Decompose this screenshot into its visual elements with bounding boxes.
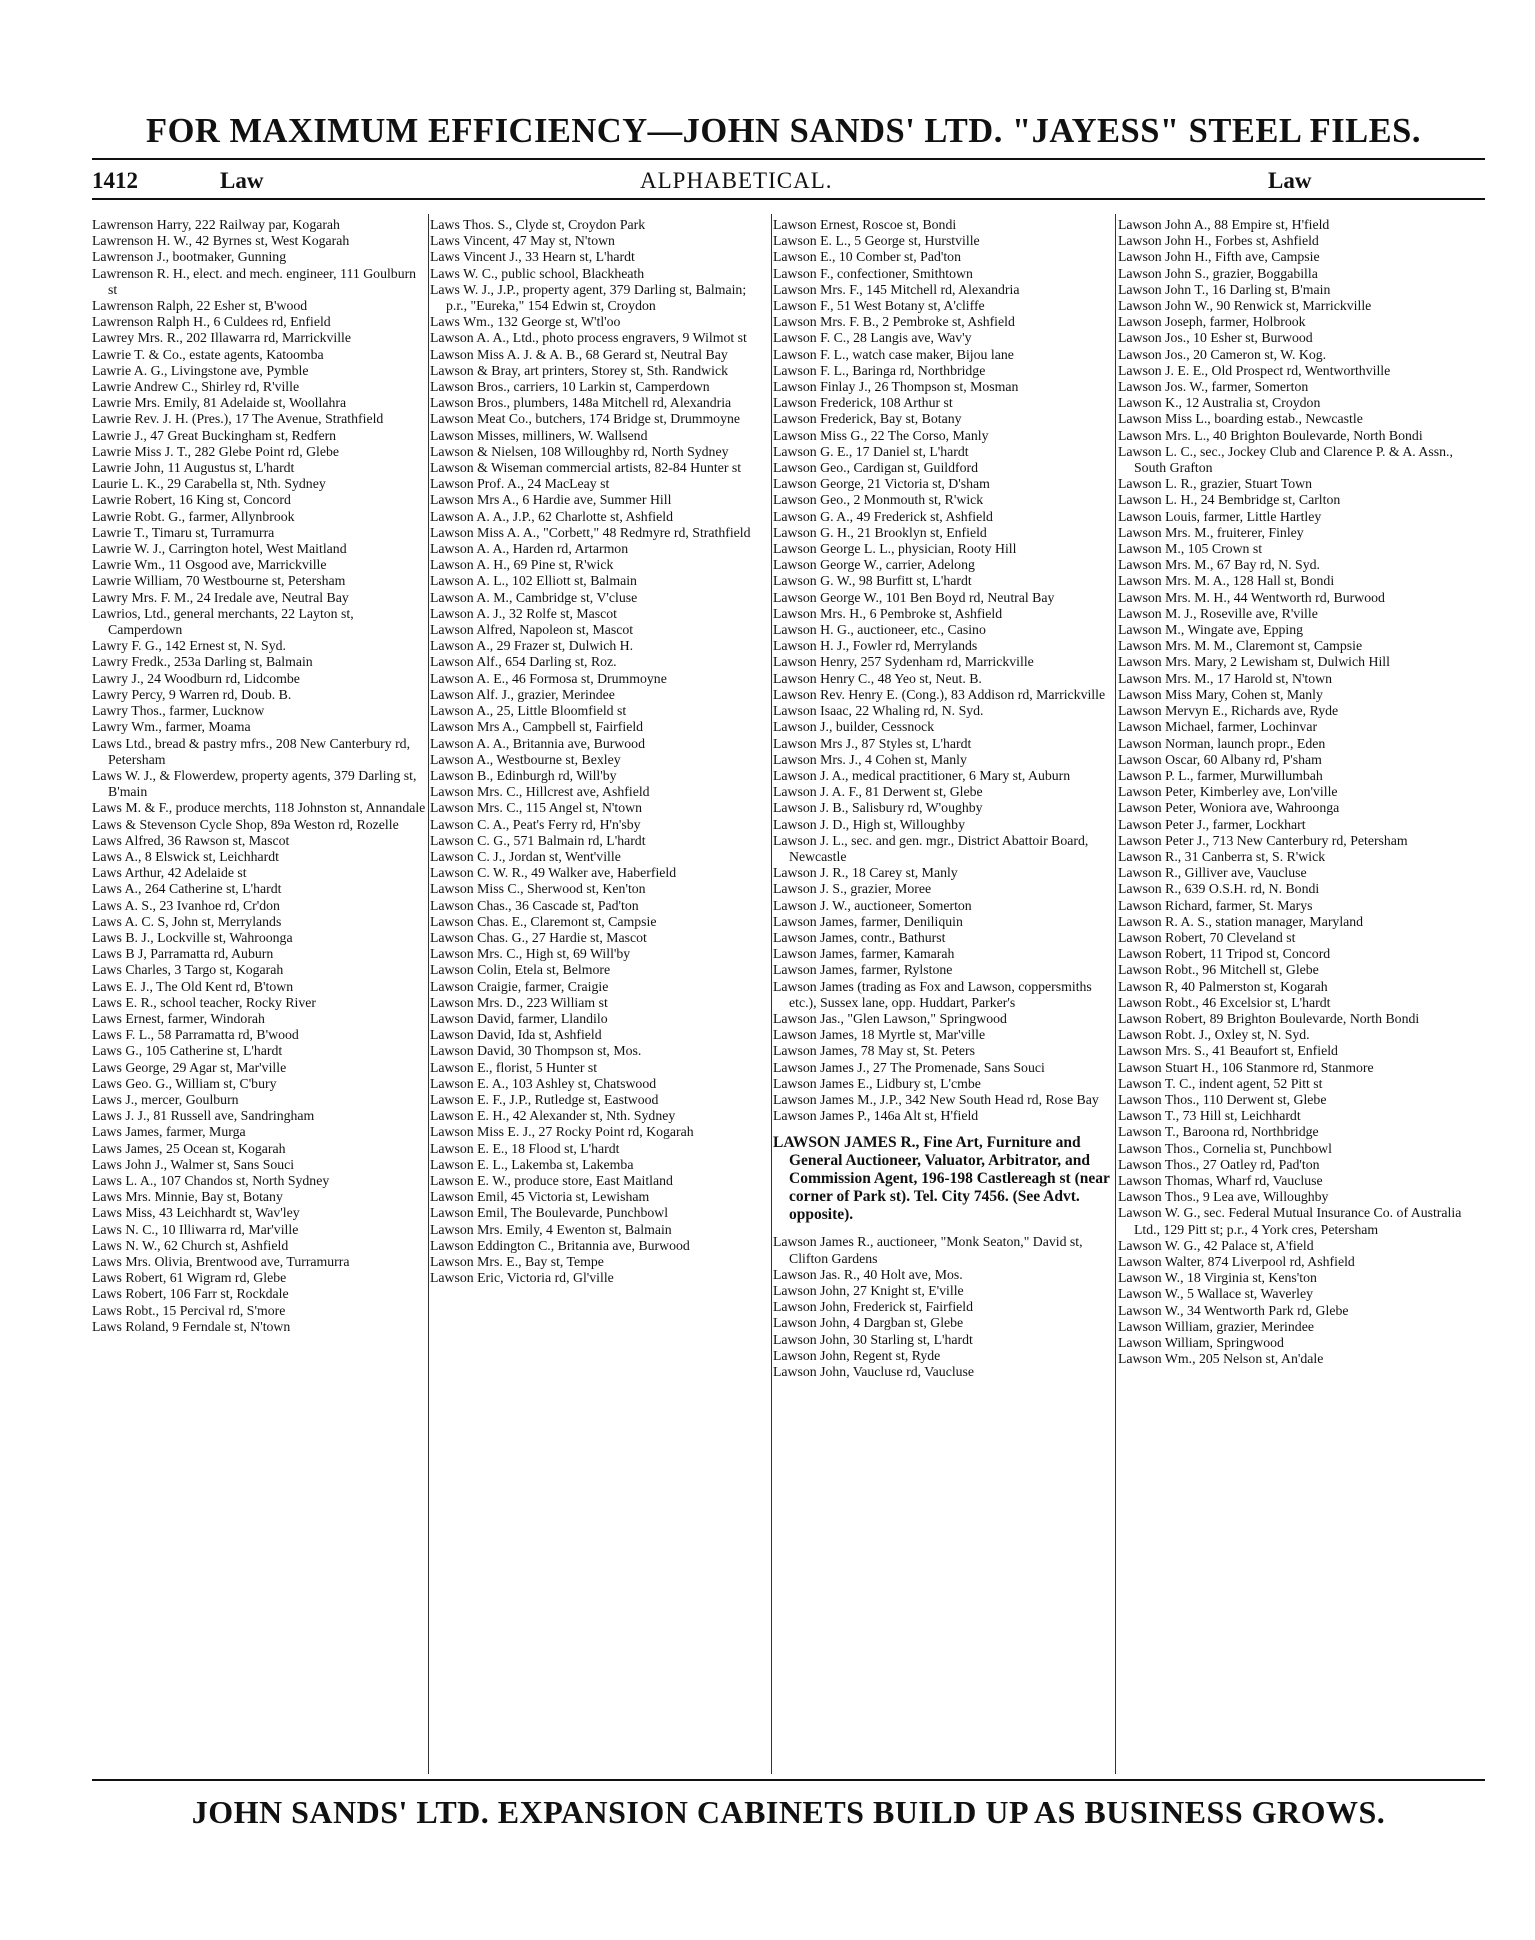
directory-entry: Lawson James, farmer, Kamarah bbox=[773, 946, 955, 962]
directory-entry: Lawson T., Baroona rd, Northbridge bbox=[1118, 1124, 1319, 1140]
directory-entry: Lawson Jos., 20 Cameron st, W. Kog. bbox=[1118, 346, 1327, 362]
directory-entry: Lawson C. G., 571 Balmain rd, L'hardt bbox=[430, 832, 646, 848]
directory-entry: Lawson Emil, The Boulevarde, Punchbowl bbox=[430, 1205, 669, 1221]
directory-entry: Lawson F., 51 West Botany st, A'cliffe bbox=[773, 298, 985, 314]
directory-entry: Lawson J. S., grazier, Moree bbox=[773, 881, 932, 897]
directory-entry: Laws W. J., J.P., property agent, 379 Darling st, Balmain; p.r., "Eureka," 154 Edwin st, Croydon bbox=[430, 281, 747, 314]
directory-entry: Lawson A. A., J.P., 62 Charlotte st, Ashfield bbox=[430, 508, 673, 524]
directory-entry: Lawson & Bray, art printers, Storey st, Sth. Randwick bbox=[430, 362, 728, 378]
directory-entry: Lawson J. E. E., Old Prospect rd, Wentworthville bbox=[1118, 362, 1391, 378]
directory-entry: Lawson Craigie, farmer, Craigie bbox=[430, 978, 609, 994]
directory-entry: Lawrie Wm., 11 Osgood ave, Marrickville bbox=[92, 557, 327, 573]
directory-entry: Lawson Bros., plumbers, 148a Mitchell rd, Alexandria bbox=[430, 395, 732, 411]
directory-entry: Lawson Mrs. C., Hillcrest ave, Ashfield bbox=[430, 784, 650, 800]
directory-entry: Lawson Alf. J., grazier, Merindee bbox=[430, 686, 615, 702]
directory-entry: Laws & Stevenson Cycle Shop, 89a Weston rd, Rozelle bbox=[92, 816, 399, 832]
directory-entry: Lawson Mrs. D., 223 William st bbox=[430, 994, 608, 1010]
directory-entry: Lawson Miss A. A., "Corbett," 48 Redmyre rd, Strathfield bbox=[430, 524, 751, 540]
directory-entry: Laws Wm., 132 George st, W'tl'oo bbox=[430, 314, 621, 330]
directory-entry: Lawson Louis, farmer, Little Hartley bbox=[1118, 508, 1322, 524]
directory-entry: Lawson John, 4 Dargban st, Glebe bbox=[773, 1315, 964, 1331]
directory-entry: Lawson M. J., Roseville ave, R'ville bbox=[1118, 605, 1318, 621]
directory-entry: Lawson John, Vaucluse rd, Vaucluse bbox=[773, 1364, 975, 1379]
directory-entry: Lawson J. R., 18 Carey st, Manly bbox=[773, 865, 958, 881]
directory-entry: Lawson J. W., auctioneer, Somerton bbox=[773, 897, 972, 913]
directory-entry: Lawson Geo., 2 Monmouth st, R'wick bbox=[773, 492, 984, 508]
directory-entry: Lawry Wm., farmer, Moama bbox=[92, 719, 251, 735]
directory-entry: Lawrie W. J., Carrington hotel, West Maitland bbox=[92, 541, 347, 557]
directory-entry: Lawson W. G., 42 Palace st, A'field bbox=[1118, 1237, 1314, 1253]
directory-entry: Lawson Robt., 96 Mitchell st, Glebe bbox=[1118, 962, 1319, 978]
directory-entry: Lawson E. W., produce store, East Maitland bbox=[430, 1172, 673, 1188]
directory-entry: Lawson Henry C., 48 Yeo st, Neut. B. bbox=[773, 670, 982, 686]
directory-entry: Lawson J. D., High st, Willoughby bbox=[773, 816, 965, 832]
directory-entry: Lawson W., 34 Wentworth Park rd, Glebe bbox=[1118, 1302, 1349, 1318]
directory-entry: Lawson Thos., Cornelia st, Punchbowl bbox=[1118, 1140, 1332, 1156]
directory-entry: Lawson Robt. J., Oxley st, N. Syd. bbox=[1118, 1027, 1310, 1043]
directory-entry: Lawson Mrs. F., 145 Mitchell rd, Alexandria bbox=[773, 281, 1020, 297]
directory-entry: Lawson George W., 101 Ben Boyd rd, Neutral Bay bbox=[773, 589, 1055, 605]
directory-entry: Lawson E. F., J.P., Rutledge st, Eastwood bbox=[430, 1091, 659, 1107]
directory-entry: Lawrie Mrs. Emily, 81 Adelaide st, Woollahra bbox=[92, 395, 347, 411]
directory-entry: Lawson Stuart H., 106 Stanmore rd, Stanmore bbox=[1118, 1059, 1374, 1075]
directory-entry: Laws N. W., 62 Church st, Ashfield bbox=[92, 1237, 289, 1253]
directory-entry: Lawrenson H. W., 42 Byrnes st, West Kogarah bbox=[92, 233, 350, 249]
directory-entry: Lawson Mrs. F. B., 2 Pembroke st, Ashfield bbox=[773, 314, 1015, 330]
directory-entry: Lawson Jos., 10 Esher st, Burwood bbox=[1118, 330, 1313, 346]
directory-entry: Lawson Rev. Henry E. (Cong.), 83 Addison rd, Marrickville bbox=[773, 686, 1106, 702]
directory-entry: Lawson Mrs. M. A., 128 Hall st, Bondi bbox=[1118, 573, 1335, 589]
directory-entry: Lawson F. L., Baringa rd, Northbridge bbox=[773, 362, 986, 378]
directory-entry: Lawson J. A., medical practitioner, 6 Mary st, Auburn bbox=[773, 767, 1071, 783]
directory-entry: Lawson Mrs. E., Bay st, Tempe bbox=[430, 1254, 604, 1269]
directory-entry: Lawrenson J., bootmaker, Gunning bbox=[92, 249, 287, 265]
directory-entry: Lawson Alfred, Napoleon st, Mascot bbox=[430, 622, 634, 638]
directory-entry: Laws Arthur, 42 Adelaide st bbox=[92, 865, 247, 881]
directory-entry: Laws Roland, 9 Ferndale st, N'town bbox=[92, 1318, 291, 1334]
directory-entry: Lawson A. H., 69 Pine st, R'wick bbox=[430, 557, 614, 573]
directory-entry: Lawson Geo., Cardigan st, Guildford bbox=[773, 460, 978, 476]
directory-entry: Laws W. J., & Flowerdew, property agents, 379 Darling st, B'main bbox=[92, 767, 417, 800]
directory-entry: Lawson F. C., 28 Langis ave, Wav'y bbox=[773, 330, 972, 346]
directory-entry: Lawson H. J., Fowler rd, Merrylands bbox=[773, 638, 978, 654]
directory-entry: Lawson James (trading as Fox and Lawson, coppersmiths etc.), Sussex lane, opp. Huddart, Parker's bbox=[773, 978, 1092, 1010]
guide-word-right: Law bbox=[1268, 168, 1312, 193]
directory-entry: Laws Mrs. Olivia, Brentwood ave, Turramurra bbox=[92, 1254, 350, 1269]
directory-entry: Lawson E. L., Lakemba st, Lakemba bbox=[430, 1156, 634, 1172]
directory-entry: Lawson James E., Lidbury st, L'cmbe bbox=[773, 1075, 981, 1091]
directory-entry: Lawson Mrs. C., 115 Angel st, N'town bbox=[430, 800, 642, 816]
directory-entry: Lawson Mrs A., Campbell st, Fairfield bbox=[430, 719, 644, 735]
directory-entry: Lawson W., 18 Virginia st, Kens'ton bbox=[1118, 1270, 1317, 1286]
directory-entry: Lawson A., 29 Frazer st, Dulwich H. bbox=[430, 638, 634, 654]
directory-entry: Lawson Miss E. J., 27 Rocky Point rd, Kogarah bbox=[430, 1124, 694, 1140]
directory-entry: Lawson George L. L., physician, Rooty Hill bbox=[773, 541, 1017, 557]
directory-entry: Lawson William, Springwood bbox=[1118, 1335, 1284, 1351]
directory-entry: Laws L. A., 107 Chandos st, North Sydney bbox=[92, 1172, 330, 1188]
directory-entry: Lawson Mrs. C., High st, 69 Will'by bbox=[430, 946, 631, 962]
directory-entry: Lawrenson R. H., elect. and mech. engineer, 111 Goulburn st bbox=[92, 265, 417, 297]
directory-entry: Laws Vincent J., 33 Hearn st, L'hardt bbox=[430, 249, 635, 265]
directory-entry: Lawson E. H., 42 Alexander st, Nth. Sydney bbox=[430, 1108, 676, 1124]
directory-entry: Lawson Mrs. H., 6 Pembroke st, Ashfield bbox=[773, 605, 1003, 621]
directory-entry: Lawson C. W. R., 49 Walker ave, Haberfield bbox=[430, 865, 677, 881]
directory-entry: Lawson James M., J.P., 342 New South Head rd, Rose Bay bbox=[773, 1091, 1099, 1107]
directory-entry: Lawson E., 10 Comber st, Pad'ton bbox=[773, 249, 961, 265]
directory-entry: Lawson William, grazier, Merindee bbox=[1118, 1318, 1314, 1334]
directory-entry: Lawson Mrs. Mary, 2 Lewisham st, Dulwich Hill bbox=[1118, 654, 1390, 670]
directory-entry: Lawson Mrs. Emily, 4 Ewenton st, Balmain bbox=[430, 1221, 672, 1237]
directory-entry: Lawson James P., 146a Alt st, H'field bbox=[773, 1108, 979, 1124]
directory-entry: Laws Miss, 43 Leichhardt st, Wav'ley bbox=[92, 1205, 300, 1221]
directory-entry: Laws Thos. S., Clyde st, Croydon Park bbox=[430, 217, 646, 232]
directory-entry: Lawson Miss A. J. & A. B., 68 Gerard st, Neutral Bay bbox=[430, 346, 728, 362]
directory-entry: Lawson Henry, 257 Sydenham rd, Marrickville bbox=[773, 654, 1034, 670]
advert-banner-bottom: JOHN SANDS' LTD. EXPANSION CABINETS BUILD UP AS BUSINESS GROWS. bbox=[191, 1794, 1386, 1830]
directory-entry: Laws Ernest, farmer, Windorah bbox=[92, 1010, 265, 1026]
directory-entry: Lawson Miss Mary, Cohen st, Manly bbox=[1118, 686, 1323, 702]
directory-entry: Lawson Mervyn E., Richards ave, Ryde bbox=[1118, 703, 1339, 719]
directory-entry: Lawson J. A. F., 81 Derwent st, Glebe bbox=[773, 784, 983, 800]
rule-top bbox=[92, 158, 1485, 160]
directory-entry: Lawson Emil, 45 Victoria st, Lewisham bbox=[430, 1189, 650, 1205]
directory-entry: Lawson G. W., 98 Burfitt st, L'hardt bbox=[773, 573, 972, 589]
directory-entry: Lawson Thos., 27 Oatley rd, Pad'ton bbox=[1118, 1156, 1320, 1172]
directory-entry: Lawrie T. & Co., estate agents, Katoomba bbox=[92, 346, 324, 362]
directory-entry: Lawson Misses, milliners, W. Wallsend bbox=[430, 427, 648, 443]
directory-entry: Lawson C. J., Jordan st, Went'ville bbox=[430, 848, 621, 864]
directory-entry: Lawson Oscar, 60 Albany rd, P'sham bbox=[1118, 751, 1322, 767]
directory-entry: Lawson P. L., farmer, Murwillumbah bbox=[1118, 767, 1323, 783]
directory-entry: Lawson James, farmer, Rylstone bbox=[773, 962, 953, 978]
directory-entry: Lawson David, farmer, Llandilo bbox=[430, 1010, 608, 1026]
directory-entry: Lawson Jos. W., farmer, Somerton bbox=[1118, 379, 1309, 395]
directory-entry: Lawson John A., 88 Empire st, H'field bbox=[1118, 217, 1330, 232]
directory-entry: Laws M. & F., produce merchts, 118 Johnston st, Annandale bbox=[92, 800, 426, 816]
directory-entry: Lawson A. J., 32 Rolfe st, Mascot bbox=[430, 605, 618, 621]
directory-entry: Lawson E. L., 5 George st, Hurstville bbox=[773, 233, 980, 249]
directory-entry: Lawson Mrs. L., 40 Brighton Boulevarde, North Bondi bbox=[1118, 427, 1423, 443]
directory-entry: Lawson Miss G., 22 The Corso, Manly bbox=[773, 427, 989, 443]
directory-entry: Lawson John H., Forbes st, Ashfield bbox=[1118, 233, 1319, 249]
directory-entry: Laws John J., Walmer st, Sans Souci bbox=[92, 1156, 295, 1172]
directory-entry: Laws E. R., school teacher, Rocky River bbox=[92, 994, 316, 1010]
directory-entry: Laws A. C. S, John st, Merrylands bbox=[92, 913, 282, 929]
directory-entry: Lawry Mrs. F. M., 24 Iredale ave, Neutral Bay bbox=[92, 589, 349, 605]
directory-entry: Lawrie T., Timaru st, Turramurra bbox=[92, 524, 275, 540]
directory-entry: Lawson James, farmer, Deniliquin bbox=[773, 913, 963, 929]
directory-entry: Lawson Mrs. M., fruiterer, Finley bbox=[1118, 524, 1304, 540]
directory-entry: Lawson F. L., watch case maker, Bijou lane bbox=[773, 346, 1014, 362]
directory-entry: Lawson M., 105 Crown st bbox=[1118, 541, 1263, 557]
directory-entry: Lawson & Nielsen, 108 Willoughby rd, North Sydney bbox=[430, 443, 729, 459]
directory-entry: Lawrie Robert, 16 King st, Concord bbox=[92, 492, 291, 508]
directory-entry: Laws Alfred, 36 Rawson st, Mascot bbox=[92, 832, 290, 848]
directory-entry: Lawson Peter, Kimberley ave, Lon'ville bbox=[1118, 784, 1338, 800]
directory-entry: Lawson Robert, 11 Tripod st, Concord bbox=[1118, 946, 1331, 962]
directory-entry: Lawson Mrs. S., 41 Beaufort st, Enfield bbox=[1118, 1043, 1338, 1059]
directory-entry: Lawson John W., 90 Renwick st, Marrickville bbox=[1118, 298, 1372, 314]
directory-entry: Lawson John, Regent st, Ryde bbox=[773, 1347, 941, 1363]
column-divider bbox=[428, 214, 429, 1774]
directory-entry: Lawson W., 5 Wallace st, Waverley bbox=[1118, 1286, 1313, 1302]
page-number: 1412 bbox=[92, 168, 138, 193]
section-title: ALPHABETICAL. bbox=[640, 168, 833, 193]
directory-entry: Lawson Richard, farmer, St. Marys bbox=[1118, 897, 1313, 913]
directory-entry: Lawrey Mrs. R., 202 Illawarra rd, Marrickville bbox=[92, 330, 351, 346]
directory-entry: Lawson Peter, Woniora ave, Wahroonga bbox=[1118, 800, 1340, 816]
directory-entry: Lawson Robt., 46 Excelsior st, L'hardt bbox=[1118, 994, 1331, 1010]
directory-entry: Lawson R., Gilliver ave, Vaucluse bbox=[1118, 865, 1307, 881]
directory-entry: Lawson G. E., 17 Daniel st, L'hardt bbox=[773, 443, 969, 459]
directory-entry: Laws E. J., The Old Kent rd, B'town bbox=[92, 978, 294, 994]
directory-entry: Lawson W. G., sec. Federal Mutual Insurance Co. of Australia Ltd., 129 Pitt st; p.r., 4 York cres, Petersham bbox=[1118, 1205, 1462, 1237]
directory-entry: Lawry F. G., 142 Ernest st, N. Syd. bbox=[92, 638, 286, 654]
directory-entry: Lawson Eddington C., Britannia ave, Burwood bbox=[430, 1237, 690, 1253]
directory-entry: Lawson Meat Co., butchers, 174 Bridge st, Drummoyne bbox=[430, 411, 740, 427]
directory-entry: Lawson Ernest, Roscoe st, Bondi bbox=[773, 217, 957, 232]
directory-entry: Laws Charles, 3 Targo st, Kogarah bbox=[92, 962, 284, 978]
directory-entry: Lawson Peter J., 713 New Canterbury rd, Petersham bbox=[1118, 832, 1408, 848]
directory-entry: Lawson John T., 16 Darling st, B'main bbox=[1118, 281, 1331, 297]
directory-entry: Laws Ltd., bread & pastry mfrs., 208 New Canterbury rd, Petersham bbox=[92, 735, 411, 767]
directory-entry: Lawson Alf., 654 Darling st, Roz. bbox=[430, 654, 617, 670]
directory-entry: Laws B J, Parramatta rd, Auburn bbox=[92, 946, 274, 962]
directory-entry: Lawson A. A., Ltd., photo process engravers, 9 Wilmot st bbox=[430, 330, 747, 346]
directory-entry: Lawson E. E., 18 Flood st, L'hardt bbox=[430, 1140, 620, 1156]
directory-entry: Lawson A., 25, Little Bloomfield st bbox=[430, 703, 627, 719]
directory-entry: Laws Robt., 15 Percival rd, S'more bbox=[92, 1302, 286, 1318]
directory-entry: Lawson Chas. E., Claremont st, Campsie bbox=[430, 913, 657, 929]
directory-entry: Lawson G. H., 21 Brooklyn st, Enfield bbox=[773, 524, 987, 540]
directory-entry: Lawson David, Ida st, Ashfield bbox=[430, 1027, 602, 1043]
directory-entry: Lawson Thos., 110 Derwent st, Glebe bbox=[1118, 1091, 1327, 1107]
directory-entry: Laws Vincent, 47 May st, N'town bbox=[430, 233, 615, 249]
directory-entry: Lawson Miss C., Sherwood st, Ken'ton bbox=[430, 881, 646, 897]
directory-entry: Laws A., 8 Elswick st, Leichhardt bbox=[92, 848, 279, 864]
directory-entry: Lawson Robert, 89 Brighton Boulevarde, North Bondi bbox=[1118, 1010, 1420, 1026]
directory-entry: Lawson T., 73 Hill st, Leichhardt bbox=[1118, 1108, 1301, 1124]
directory-entry: Lawson Chas., 36 Cascade st, Pad'ton bbox=[430, 897, 639, 913]
directory-column-3 bbox=[773, 217, 1113, 1773]
directory-entry: Lawson L. C., sec., Jockey Club and Clarence P. & A. Assn., South Grafton bbox=[1118, 443, 1453, 476]
directory-entry: Lawrenson Ralph, 22 Esher st, B'wood bbox=[92, 298, 308, 314]
directory-entry: Lawson Mrs J., 87 Styles st, L'hardt bbox=[773, 735, 972, 751]
directory-entry: Laws Mrs. Minnie, Bay st, Botany bbox=[92, 1189, 283, 1205]
directory-entry: Lawson James J., 27 The Promenade, Sans Souci bbox=[773, 1059, 1045, 1075]
directory-entry: Lawson & Wiseman commercial artists, 82-84 Hunter st bbox=[430, 460, 742, 476]
directory-entry: Lawson Walter, 874 Liverpool rd, Ashfield bbox=[1118, 1254, 1355, 1269]
directory-entry: Lawson Wm., 205 Nelson st, An'dale bbox=[1118, 1351, 1324, 1367]
column-divider bbox=[771, 214, 772, 1774]
directory-entry: Lawson James, 18 Myrtle st, Mar'ville bbox=[773, 1027, 986, 1043]
directory-entry: Lawson Prof. A., 24 MacLeay st bbox=[430, 476, 610, 492]
directory-entry: Laws Robert, 61 Wigram rd, Glebe bbox=[92, 1270, 287, 1286]
directory-entry: Lawson Mrs. M. H., 44 Wentworth rd, Burwood bbox=[1118, 589, 1385, 605]
directory-entry: Lawson John S., grazier, Boggabilla bbox=[1118, 265, 1318, 281]
directory-entry: Lawson J. B., Salisbury rd, W'oughby bbox=[773, 800, 983, 816]
directory-entry: Lawson George W., carrier, Adelong bbox=[773, 557, 975, 573]
directory-entry: Lawson Jas. R., 40 Holt ave, Mos. bbox=[773, 1266, 963, 1282]
directory-entry: Lawson A. L., 102 Elliott st, Balmain bbox=[430, 573, 637, 589]
directory-entry: Lawrie William, 70 Westbourne st, Petersham bbox=[92, 573, 346, 589]
directory-entry: Laws A. S., 23 Ivanhoe rd, Cr'don bbox=[92, 897, 280, 913]
directory-entry: Lawson James, contr., Bathurst bbox=[773, 929, 946, 945]
directory-entry: Lawson John H., Fifth ave, Campsie bbox=[1118, 249, 1320, 265]
directory-entry: Lawrenson Harry, 222 Railway par, Kogarah bbox=[92, 217, 340, 232]
directory-entry: Lawrenson Ralph H., 6 Culdees rd, Enfield bbox=[92, 314, 331, 330]
page-header bbox=[92, 168, 1485, 196]
directory-entry: Laws James, 25 Ocean st, Kogarah bbox=[92, 1140, 286, 1156]
directory-column-4 bbox=[1118, 217, 1485, 1773]
directory-entry: Lawson Norman, launch propr., Eden bbox=[1118, 735, 1326, 751]
rule-header bbox=[92, 198, 1485, 200]
directory-entry: Lawson R. A. S., station manager, Maryland bbox=[1118, 913, 1364, 929]
directory-entry: Lawson G. A., 49 Frederick st, Ashfield bbox=[773, 508, 993, 524]
directory-entry: Laws George, 29 Agar st, Mar'ville bbox=[92, 1059, 287, 1075]
directory-entry: Lawry Thos., farmer, Lucknow bbox=[92, 703, 265, 719]
directory-entry: Lawson George, 21 Victoria st, D'sham bbox=[773, 476, 990, 492]
directory-entry: Lawson Mrs. M., 67 Bay rd, N. Syd. bbox=[1118, 557, 1320, 573]
directory-entry: Lawson Mrs. J., 4 Cohen st, Manly bbox=[773, 751, 967, 767]
directory-entry: Lawrie A. G., Livingstone ave, Pymble bbox=[92, 362, 309, 378]
directory-entry: Lawson Jas., "Glen Lawson," Springwood bbox=[773, 1010, 1007, 1026]
directory-entry: Lawson J. L., sec. and gen. mgr., District Abattoir Board, Newcastle bbox=[773, 832, 1089, 864]
directory-entry: Lawson Robert, 70 Cleveland st bbox=[1118, 929, 1296, 945]
directory-entry: Lawson David, 30 Thompson st, Mos. bbox=[430, 1043, 642, 1059]
directory-entry: Laws Robert, 106 Farr st, Rockdale bbox=[92, 1286, 289, 1302]
directory-column-2 bbox=[430, 217, 770, 1773]
advert-banner-top: FOR MAXIMUM EFFICIENCY—JOHN SANDS' LTD. "JAYESS" STEEL FILES. bbox=[146, 112, 1421, 150]
directory-entry: Laws J. J., 81 Russell ave, Sandringham bbox=[92, 1108, 315, 1124]
directory-entry: Laws W. C., public school, Blackheath bbox=[430, 265, 645, 281]
directory-entry: Lawson James R., auctioneer, "Monk Seaton," David st, Clifton Gardens bbox=[773, 1234, 1083, 1266]
directory-entry: Lawson F., confectioner, Smithtown bbox=[773, 265, 973, 281]
directory-entry: Lawson Michael, farmer, Lochinvar bbox=[1118, 719, 1318, 735]
directory-entry: Lawson A., Westbourne st, Bexley bbox=[430, 751, 621, 767]
directory-entry: Lawson John, 30 Starling st, L'hardt bbox=[773, 1331, 973, 1347]
directory-entry: Lawson Frederick, Bay st, Botany bbox=[773, 411, 962, 427]
directory-entry: Lawson K., 12 Australia st, Croydon bbox=[1118, 395, 1321, 411]
directory-entry: Lawson E., florist, 5 Hunter st bbox=[430, 1059, 598, 1075]
directory-entry: Lawson Mrs. M., 17 Harold st, N'town bbox=[1118, 670, 1333, 686]
directory-entry: Lawson Isaac, 22 Whaling rd, N. Syd. bbox=[773, 703, 984, 719]
directory-entry: Lawry J., 24 Woodburn rd, Lidcombe bbox=[92, 670, 300, 686]
directory-entry: Lawson A. E., 46 Formosa st, Drummoyne bbox=[430, 670, 667, 686]
directory-entry: Lawrie Robt. G., farmer, Allynbrook bbox=[92, 508, 295, 524]
directory-entry: Lawson T. C., indent agent, 52 Pitt st bbox=[1118, 1075, 1323, 1091]
directory-entry: Lawson M., Wingate ave, Epping bbox=[1118, 622, 1304, 638]
directory-entry: Lawson R., 639 O.S.H. rd, N. Bondi bbox=[1118, 881, 1320, 897]
directory-entry: Lawson H. G., auctioneer, etc., Casino bbox=[773, 622, 986, 638]
directory-entry: Laws A., 264 Catherine st, L'hardt bbox=[92, 881, 282, 897]
directory-entry: Lawson Chas. G., 27 Hardie st, Mascot bbox=[430, 929, 647, 945]
directory-entry: Laurie L. K., 29 Carabella st, Nth. Sydney bbox=[92, 476, 326, 492]
directory-entry: Lawson A. A., Britannia ave, Burwood bbox=[430, 735, 645, 751]
directory-entry: Lawrie Andrew C., Shirley rd, R'ville bbox=[92, 379, 300, 395]
directory-entry: Lawrie J., 47 Great Buckingham st, Redfern bbox=[92, 427, 337, 443]
directory-entry: Lawson J., builder, Cessnock bbox=[773, 719, 935, 735]
directory-entry: Lawrios, Ltd., general merchants, 22 Layton st, Camperdown bbox=[92, 605, 354, 638]
directory-entry: Lawson A. A., Harden rd, Artarmon bbox=[430, 541, 629, 557]
directory-entry: Laws Geo. G., William st, C'bury bbox=[92, 1075, 277, 1091]
directory-entry: Lawson James, 78 May st, St. Peters bbox=[773, 1043, 975, 1059]
directory-entry: Lawson C. A., Peat's Ferry rd, H'n'sby bbox=[430, 816, 641, 832]
directory-entry: Lawson Joseph, farmer, Holbrook bbox=[1118, 314, 1306, 330]
directory-entry: Laws N. C., 10 Illiwarra rd, Mar'ville bbox=[92, 1221, 299, 1237]
directory-entry: Laws James, farmer, Murga bbox=[92, 1124, 246, 1140]
directory-entry: Lawson B., Edinburgh rd, Will'by bbox=[430, 767, 617, 783]
directory-entry: Lawson Finlay J., 26 Thompson st, Mosman bbox=[773, 379, 1019, 395]
directory-entry: Lawson Eric, Victoria rd, Gl'ville bbox=[430, 1270, 614, 1286]
column-divider bbox=[1115, 214, 1116, 1774]
directory-entry: Lawson Bros., carriers, 10 Larkin st, Camperdown bbox=[430, 379, 710, 395]
directory-entry: Lawrie John, 11 Augustus st, L'hardt bbox=[92, 460, 295, 476]
directory-entry: Lawson R, 40 Palmerston st, Kogarah bbox=[1118, 978, 1328, 994]
directory-entry: Laws B. J., Lockville st, Wahroonga bbox=[92, 929, 293, 945]
directory-entry: Laws J., mercer, Goulburn bbox=[92, 1091, 239, 1107]
directory-entry: Lawson Mrs A., 6 Hardie ave, Summer Hill bbox=[430, 492, 672, 508]
directory-entry: Lawson John, 27 Knight st, E'ville bbox=[773, 1282, 964, 1298]
directory-entry: Lawry Percy, 9 Warren rd, Doub. B. bbox=[92, 686, 292, 702]
directory-entry: Laws G., 105 Catherine st, L'hardt bbox=[92, 1043, 283, 1059]
directory-entry: Lawry Fredk., 253a Darling st, Balmain bbox=[92, 654, 313, 670]
rule-bottom bbox=[92, 1779, 1485, 1781]
directory-column-1 bbox=[92, 217, 427, 1773]
directory-entry: Lawson L. H., 24 Bembridge st, Carlton bbox=[1118, 492, 1341, 508]
directory-entry: Lawson E. A., 103 Ashley st, Chatswood bbox=[430, 1075, 657, 1091]
directory-entry: Lawson Mrs. M. M., Claremont st, Campsie bbox=[1118, 638, 1363, 654]
directory-entry: Lawson Colin, Etela st, Belmore bbox=[430, 962, 611, 978]
directory-entry: Lawson Thos., 9 Lea ave, Willoughby bbox=[1118, 1189, 1329, 1205]
directory-entry: Lawrie Miss J. T., 282 Glebe Point rd, Glebe bbox=[92, 443, 340, 459]
directory-entry: LAWSON JAMES R., Fine Art, Furniture and General Auctioneer, Valuator, Arbitrator, and Commission Agent, 196-198 Castlereagh st (near corner of Park st). Tel. City 7456. (See Advt. opposite). bbox=[773, 1134, 1110, 1224]
guide-word-left: Law bbox=[220, 168, 264, 193]
directory-entry: Lawson A. M., Cambridge st, V'cluse bbox=[430, 589, 638, 605]
directory-entry: Lawson Frederick, 108 Arthur st bbox=[773, 395, 953, 411]
directory-entry: Lawson Miss L., boarding estab., Newcastle bbox=[1118, 411, 1363, 427]
directory-entry: Lawson Peter J., farmer, Lockhart bbox=[1118, 816, 1306, 832]
directory-entry: Lawson John, Frederick st, Fairfield bbox=[773, 1299, 974, 1315]
directory-entry: Lawrie Rev. J. H. (Pres.), 17 The Avenue, Strathfield bbox=[92, 411, 384, 427]
directory-entry: Laws F. L., 58 Parramatta rd, B'wood bbox=[92, 1027, 299, 1043]
directory-entry: Lawson R., 31 Canberra st, S. R'wick bbox=[1118, 848, 1326, 864]
directory-entry: Lawson L. R., grazier, Stuart Town bbox=[1118, 476, 1313, 492]
directory-entry: Lawson Thomas, Wharf rd, Vaucluse bbox=[1118, 1172, 1323, 1188]
